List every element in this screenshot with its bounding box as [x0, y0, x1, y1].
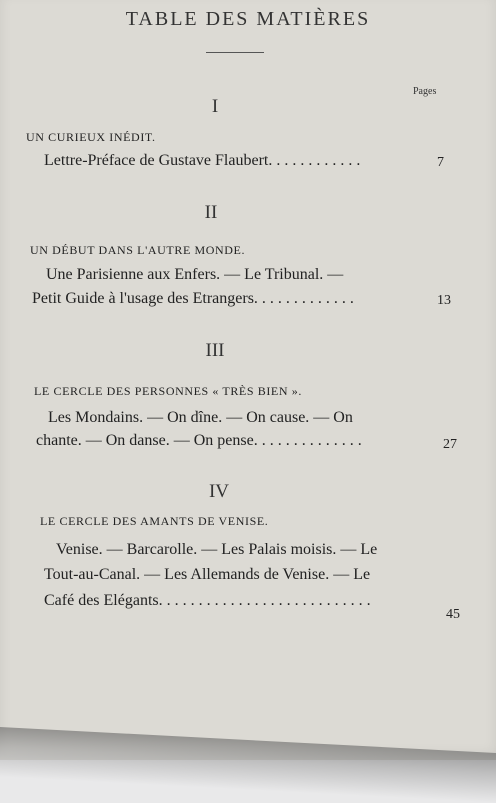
section-1-numeral: I — [211, 96, 219, 117]
section-1-page: 7 — [437, 155, 444, 170]
section-3-heading: LE CERCLE DES PERSONNES « TRÈS BIEN ». — [34, 384, 302, 398]
section-2-numeral: II — [204, 202, 218, 223]
section-2-line-1: Une Parisienne aux Enfers. — Le Tribunal. — — [46, 266, 344, 283]
section-3-page: 27 — [443, 437, 457, 452]
section-3-numeral: III — [205, 340, 225, 361]
section-2-page: 13 — [437, 293, 451, 308]
section-4-numeral: IV — [208, 481, 230, 502]
page-title: TABLE DES MATIÈRES — [125, 8, 371, 30]
section-4-line-1: Venise. — Barcarolle. — Les Palais moisis. — Le — [56, 541, 378, 558]
section-1-heading: UN CURIEUX INÉDIT. — [26, 130, 156, 144]
section-2-line-2: Petit Guide à l'usage des Etrangers. . . . . . . . . . . . . — [32, 290, 354, 307]
section-3-line-1: Les Mondains. — On dîne. — On cause. — On — [48, 409, 353, 426]
section-1-line-1: Lettre-Préface de Gustave Flaubert. . . . . . . . . . . . — [44, 152, 361, 169]
section-4-heading: LE CERCLE DES AMANTS DE VENISE. — [40, 514, 269, 528]
section-2-heading: UN DÉBUT DANS L'AUTRE MONDE. — [30, 243, 246, 257]
section-4-line-2: Tout-au-Canal. — Les Allemands de Venise. — Le — [44, 566, 371, 583]
section-4-line-3: Café des Elégants. . . . . . . . . . . . . . . . . . . . . . . . . . . — [44, 592, 371, 609]
pages-column-label: Pages — [413, 86, 437, 97]
section-3-line-2: chante. — On danse. — On pense. . . . . . . . . . . . . . — [36, 432, 362, 449]
title-divider — [206, 52, 264, 53]
section-4-page: 45 — [446, 607, 460, 622]
